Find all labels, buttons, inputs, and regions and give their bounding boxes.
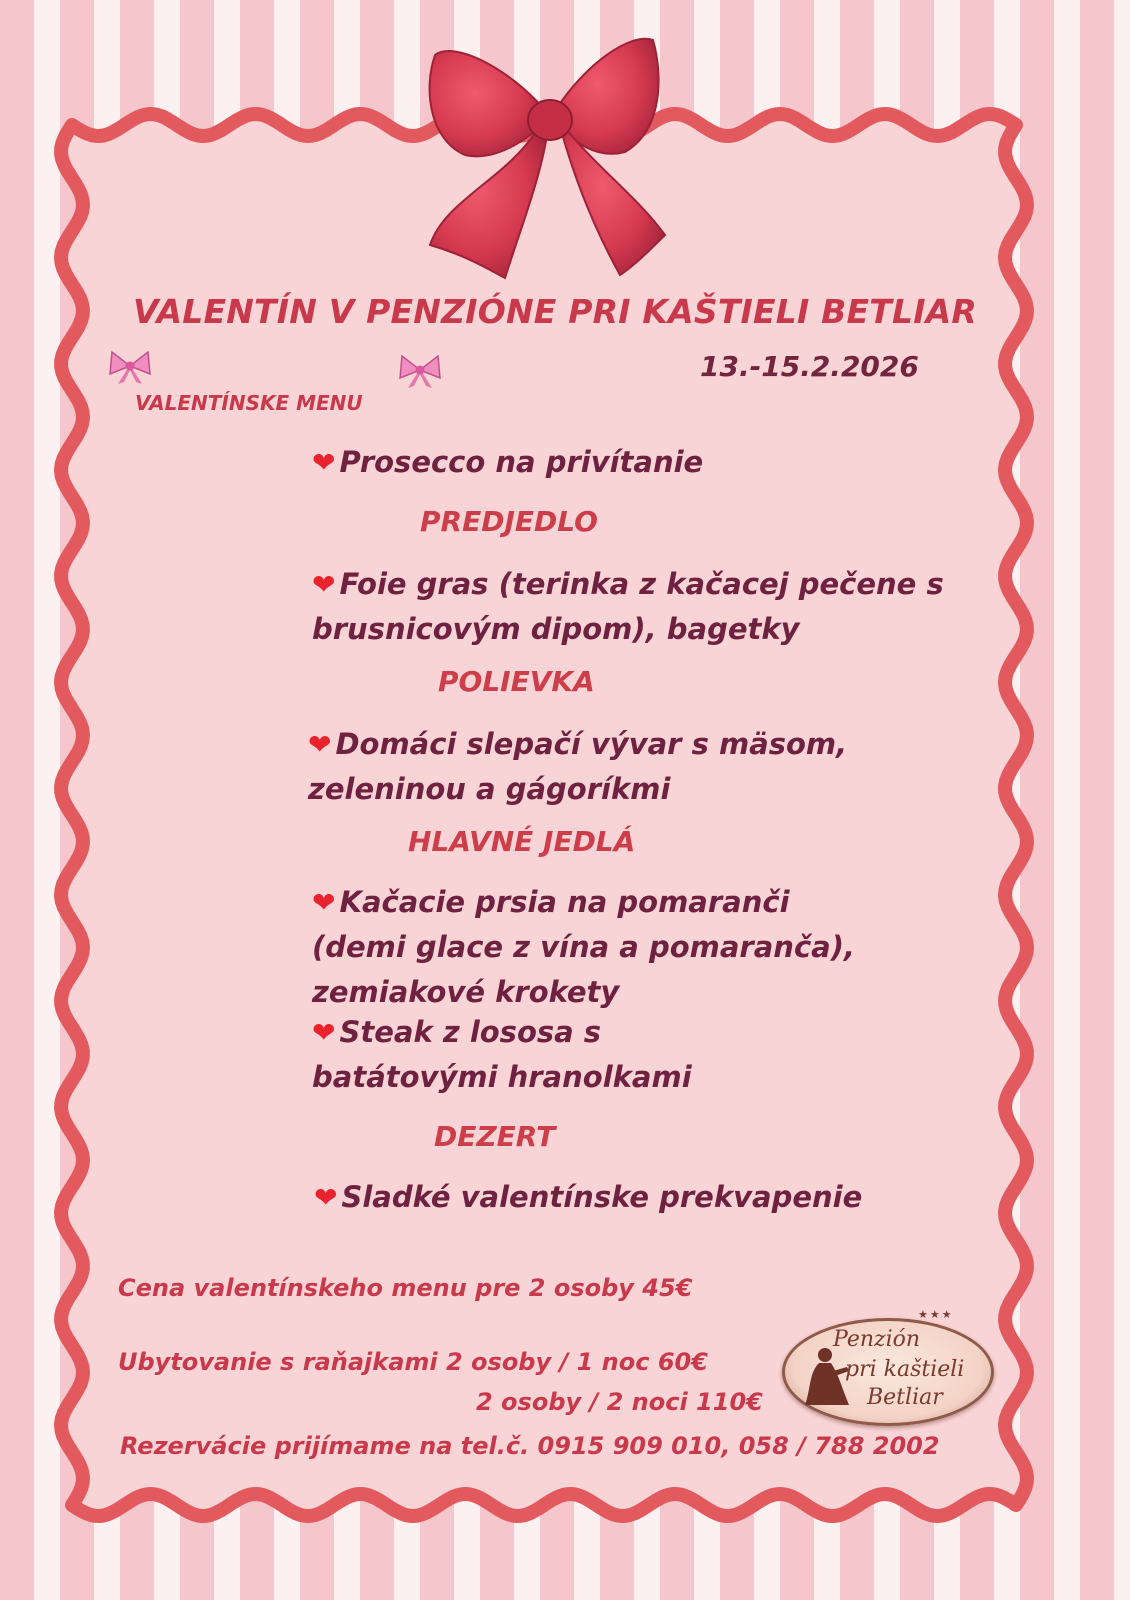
big-bow-icon: [425, 30, 675, 285]
event-dates: 13.-15.2.2026: [700, 350, 919, 383]
menu-item: ❤ Kačacie prsia na pomaranči (demi glace z vína a pomaranča), zemiakové krokety: [312, 880, 855, 1015]
menu-item: ❤ Domáci slepačí vývar s mäsom, zeleninou a gágoríkmi: [308, 722, 847, 812]
section-title-polievka: POLIEVKA: [438, 665, 595, 698]
reservation-text: Rezervácie prijímame na tel.č. 0915 909 010, 058 / 788 2002: [120, 1432, 940, 1460]
accommodation-text-2: 2 osoby / 2 noci 110€: [476, 1388, 763, 1416]
accommodation-text-1: Ubytovanie s raňajkami 2 osoby / 1 noc 60€: [118, 1348, 708, 1376]
logo-stars: ★★★: [918, 1308, 954, 1321]
small-bow-icon-right: [398, 352, 442, 390]
menu-item: ❤ Foie gras (terinka z kačacej pečene s brusnicovým dipom), bagetky: [312, 562, 944, 652]
section-title-hlavne-jedla: HLAVNÉ JEDLÁ: [408, 825, 636, 858]
section-title-predjedlo: PREDJEDLO: [420, 505, 598, 538]
heart-icon: ❤: [312, 886, 336, 919]
section-title-dezert: DEZERT: [434, 1120, 556, 1153]
page-title: VALENTÍN V PENZIÓNE PRI KAŠTIELI BETLIAR: [133, 292, 978, 331]
heart-icon: ❤: [312, 568, 336, 601]
price-text: Cena valentínskeho menu pre 2 osoby 45€: [118, 1274, 693, 1302]
pension-logo: Penzión pri kaštieli Betliar: [782, 1318, 994, 1426]
small-bow-icon-left: [108, 348, 152, 386]
heart-icon: ❤: [312, 446, 336, 479]
heart-icon: ❤: [314, 1181, 338, 1214]
menu-label: VALENTÍNSKE MENU: [135, 391, 363, 415]
menu-item: ❤ Steak z lososa s batátovými hranolkami: [312, 1010, 692, 1100]
heart-icon: ❤: [308, 728, 332, 761]
menu-item-welcome: ❤ Prosecco na privítanie: [312, 440, 703, 485]
menu-item: ❤ Sladké valentínske prekvapenie: [314, 1175, 862, 1220]
heart-icon: ❤: [312, 1016, 336, 1049]
